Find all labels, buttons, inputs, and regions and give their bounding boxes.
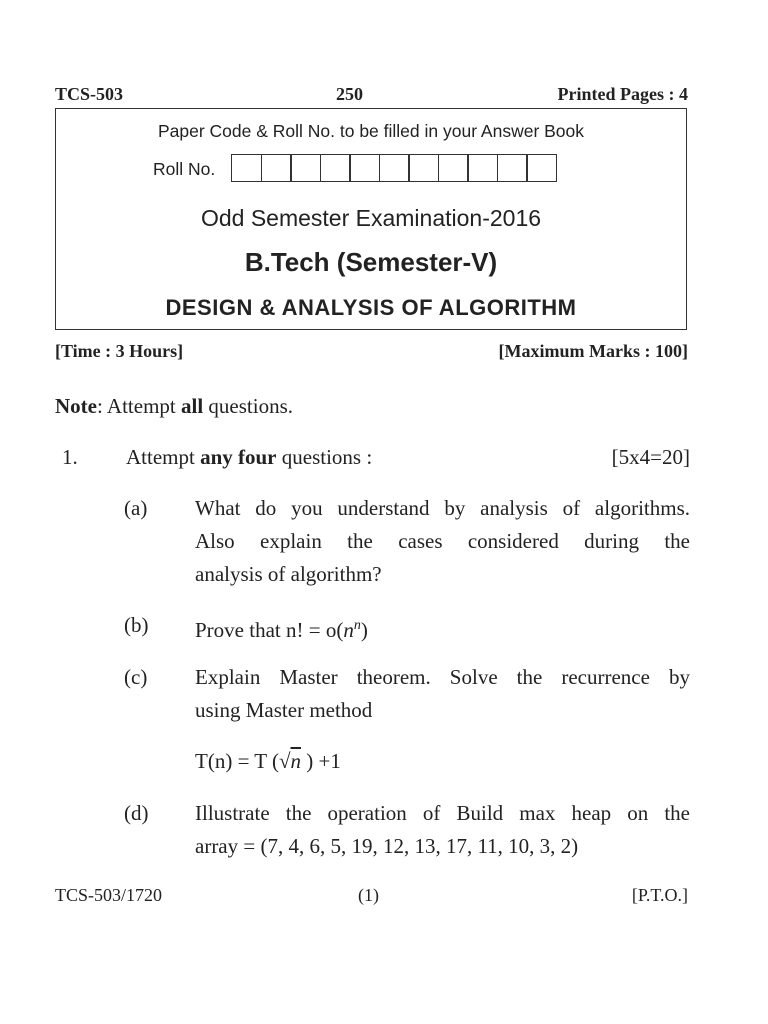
formula-suffix: ) +1 (301, 749, 341, 773)
formula-prefix: T(n) = T ( (195, 749, 279, 773)
note-text-post: questions. (203, 394, 293, 418)
exam-info-box (55, 108, 687, 330)
part-b-prefix: Prove that n! = o( (195, 618, 344, 642)
part-b-label: (b) (124, 613, 149, 637)
part-c-formula (195, 745, 341, 778)
part-a-line-2: Also explain the cases considered during the (195, 529, 690, 553)
part-a-line-1: What do you understand by analysis of algorithms. (195, 496, 690, 520)
note (55, 390, 293, 423)
roll-digit-box (497, 154, 528, 182)
part-b-text (195, 609, 368, 647)
roll-digit-box (231, 154, 262, 182)
roll-digit-box (467, 154, 498, 182)
root-symbol: √ (278, 749, 291, 773)
roll-number-boxes (231, 154, 557, 182)
roll-digit-box (349, 154, 380, 182)
paper-count: 250 (336, 84, 363, 104)
maximum-marks: [Maximum Marks : 100] (498, 341, 688, 361)
part-a-line-3: analysis of algorithm? (195, 562, 382, 586)
part-d-text (195, 797, 690, 863)
time-allowed: [Time : 3 Hours] (55, 341, 184, 361)
question-post: questions : (276, 445, 373, 469)
note-bold: all (180, 394, 204, 418)
instruction-text: Paper Code & Roll No. to be filled in your Answer Book (157, 121, 585, 141)
roll-digit-box (408, 154, 439, 182)
formula-variable: n (290, 749, 302, 773)
part-c-line-1: Explain Master theorem. Solve the recurrence by (195, 665, 690, 689)
paper-code: TCS-503 (55, 84, 124, 104)
part-d-line-2: array = (7, 4, 6, 5, 19, 12, 13, 17, 11, 10, 3, 2) (195, 834, 579, 858)
question-marks: [5x4=20] (611, 445, 690, 469)
note-label: Note (55, 394, 97, 418)
part-c-text (195, 661, 690, 727)
footer-page: (1) (358, 885, 379, 905)
part-a-label: (a) (124, 496, 148, 520)
question-pre: Attempt (126, 445, 201, 469)
roll-digit-box (320, 154, 351, 182)
question-bold: any four (200, 445, 277, 469)
subject-title: DESIGN & ANALYSIS OF ALGORITHM (165, 295, 577, 320)
roll-digit-box (438, 154, 469, 182)
note-text-pre: : Attempt (96, 394, 181, 418)
footer-pto: [P.T.O.] (631, 885, 688, 905)
roll-digit-box (261, 154, 292, 182)
part-b-math: n (343, 618, 354, 642)
part-c-line-2: using Master method (195, 698, 373, 722)
roll-digit-box (290, 154, 321, 182)
footer-code: TCS-503/1720 (55, 885, 163, 905)
roll-digit-box (526, 154, 557, 182)
question-instruction (126, 441, 372, 474)
part-b-exponent: n (353, 618, 361, 633)
part-d-label: (d) (124, 801, 149, 825)
exam-title: Odd Semester Examination-2016 (200, 205, 542, 231)
roll-digit-box (379, 154, 410, 182)
roll-label: Roll No. (153, 159, 216, 179)
question-number: 1. (62, 445, 78, 469)
part-a-text (195, 492, 690, 591)
printed-pages: Printed Pages : 4 (557, 84, 688, 104)
part-d-line-1: Illustrate the operation of Build max heap on the (195, 801, 690, 825)
course-title: B.Tech (Semester-V) (244, 247, 498, 277)
part-c-label: (c) (124, 665, 148, 689)
part-b-close: ) (360, 618, 368, 642)
